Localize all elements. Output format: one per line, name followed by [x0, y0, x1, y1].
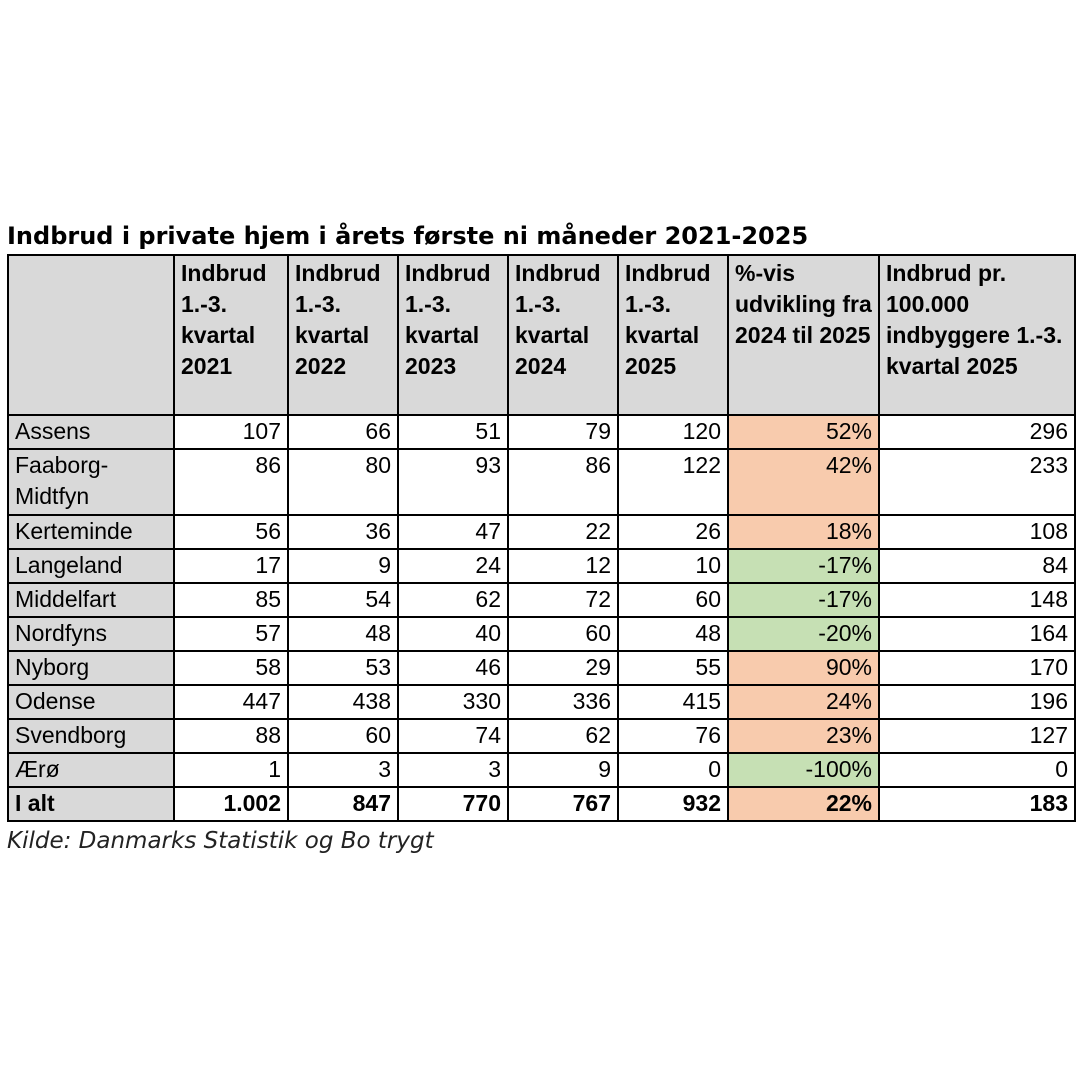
cell-2025: 48: [618, 617, 728, 651]
cell-2022: 847: [288, 787, 398, 821]
header-2022: Indbrud 1.-3. kvartal 2022: [288, 255, 398, 415]
table-row: [8, 651, 1075, 685]
cell-per-100k: 196: [879, 685, 1075, 719]
header-2021: Indbrud 1.-3. kvartal 2021: [174, 255, 288, 415]
cell-region: Kerteminde: [8, 515, 174, 549]
cell-2025: 120: [618, 415, 728, 449]
cell-per-100k: 164: [879, 617, 1075, 651]
table-row: [8, 685, 1075, 719]
cell-2023: 47: [398, 515, 508, 549]
cell-2021: 57: [174, 617, 288, 651]
cell-2022: 9: [288, 549, 398, 583]
cell-2024: 22: [508, 515, 618, 549]
cell-2025: 122: [618, 449, 728, 515]
cell-2023: 3: [398, 753, 508, 787]
cell-per-100k: 233: [879, 449, 1075, 515]
cell-2021: 86: [174, 449, 288, 515]
table-row: [8, 515, 1075, 549]
header-2024: Indbrud 1.-3. kvartal 2024: [508, 255, 618, 415]
cell-2022: 438: [288, 685, 398, 719]
cell-per-100k: 108: [879, 515, 1075, 549]
cell-2022: 66: [288, 415, 398, 449]
cell-per-100k: 0: [879, 753, 1075, 787]
cell-2024: 62: [508, 719, 618, 753]
cell-region: Langeland: [8, 549, 174, 583]
table-title: Indbrud i private hjem i årets første ni måneder 2021-2025: [7, 222, 809, 250]
table-row: [8, 753, 1075, 787]
cell-2023: 46: [398, 651, 508, 685]
cell-2022: 48: [288, 617, 398, 651]
cell-region: Odense: [8, 685, 174, 719]
cell-2022: 54: [288, 583, 398, 617]
table-row: [8, 449, 1075, 515]
cell-2024: 79: [508, 415, 618, 449]
cell-per-100k: 183: [879, 787, 1075, 821]
header-row: [8, 255, 1075, 415]
cell-2025: 55: [618, 651, 728, 685]
table-row: [8, 719, 1075, 753]
table-row: [8, 549, 1075, 583]
burglary-table: [7, 254, 1076, 822]
cell-2022: 53: [288, 651, 398, 685]
cell-2024: 9: [508, 753, 618, 787]
cell-2023: 62: [398, 583, 508, 617]
cell-2021: 88: [174, 719, 288, 753]
cell-2024: 336: [508, 685, 618, 719]
cell-per-100k: 148: [879, 583, 1075, 617]
cell-pct-change: 18%: [728, 515, 879, 549]
cell-2023: 24: [398, 549, 508, 583]
cell-2022: 60: [288, 719, 398, 753]
cell-region: Nordfyns: [8, 617, 174, 651]
cell-2023: 51: [398, 415, 508, 449]
cell-2021: 107: [174, 415, 288, 449]
header-2023: Indbrud 1.-3. kvartal 2023: [398, 255, 508, 415]
cell-2021: 1: [174, 753, 288, 787]
cell-region: Assens: [8, 415, 174, 449]
cell-2022: 80: [288, 449, 398, 515]
source-note: Kilde: Danmarks Statistik og Bo trygt: [7, 828, 434, 854]
cell-2021: 17: [174, 549, 288, 583]
table-row: [8, 617, 1075, 651]
total-row: [8, 787, 1075, 821]
cell-2024: 767: [508, 787, 618, 821]
cell-region: I alt: [8, 787, 174, 821]
cell-2021: 56: [174, 515, 288, 549]
cell-2021: 85: [174, 583, 288, 617]
cell-2025: 415: [618, 685, 728, 719]
cell-pct-change: 52%: [728, 415, 879, 449]
header-per-100k: Indbrud pr. 100.000 indbyggere 1.-3. kvartal 2025: [879, 255, 1075, 415]
cell-2023: 93: [398, 449, 508, 515]
cell-pct-change: -17%: [728, 549, 879, 583]
cell-2025: 76: [618, 719, 728, 753]
cell-region: Svendborg: [8, 719, 174, 753]
cell-pct-change: 22%: [728, 787, 879, 821]
cell-2023: 40: [398, 617, 508, 651]
table-row: [8, 415, 1075, 449]
cell-2025: 60: [618, 583, 728, 617]
table-row: [8, 583, 1075, 617]
cell-region: Middelfart: [8, 583, 174, 617]
cell-2025: 932: [618, 787, 728, 821]
cell-2023: 74: [398, 719, 508, 753]
cell-2021: 58: [174, 651, 288, 685]
cell-per-100k: 170: [879, 651, 1075, 685]
cell-2024: 72: [508, 583, 618, 617]
cell-2024: 60: [508, 617, 618, 651]
header-region: [8, 255, 174, 415]
cell-region: Faaborg-Midtfyn: [8, 449, 174, 515]
cell-2025: 26: [618, 515, 728, 549]
cell-pct-change: -20%: [728, 617, 879, 651]
cell-2023: 330: [398, 685, 508, 719]
cell-pct-change: 23%: [728, 719, 879, 753]
cell-per-100k: 296: [879, 415, 1075, 449]
cell-2022: 3: [288, 753, 398, 787]
cell-pct-change: 24%: [728, 685, 879, 719]
cell-per-100k: 127: [879, 719, 1075, 753]
cell-pct-change: -100%: [728, 753, 879, 787]
header-2025: Indbrud 1.-3. kvartal 2025: [618, 255, 728, 415]
cell-2025: 10: [618, 549, 728, 583]
cell-2024: 86: [508, 449, 618, 515]
header-pct-change: %-vis udvikling fra 2024 til 2025: [728, 255, 879, 415]
cell-2023: 770: [398, 787, 508, 821]
cell-pct-change: 42%: [728, 449, 879, 515]
cell-2025: 0: [618, 753, 728, 787]
cell-per-100k: 84: [879, 549, 1075, 583]
cell-2024: 29: [508, 651, 618, 685]
cell-2021: 447: [174, 685, 288, 719]
cell-pct-change: -17%: [728, 583, 879, 617]
cell-2021: 1.002: [174, 787, 288, 821]
cell-2022: 36: [288, 515, 398, 549]
cell-region: Nyborg: [8, 651, 174, 685]
cell-pct-change: 90%: [728, 651, 879, 685]
cell-2024: 12: [508, 549, 618, 583]
cell-region: Ærø: [8, 753, 174, 787]
